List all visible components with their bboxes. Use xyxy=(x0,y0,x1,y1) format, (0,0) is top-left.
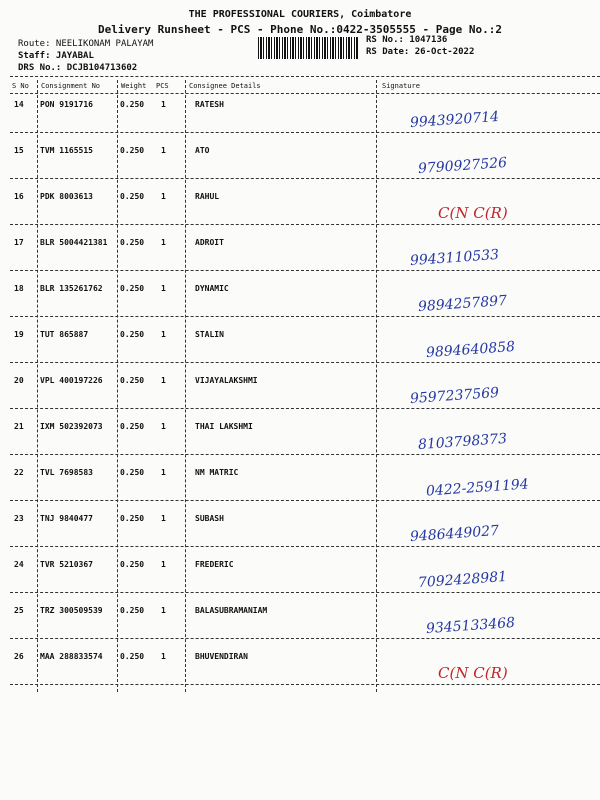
row-sno: 14 xyxy=(14,100,24,109)
row-consignment-no: TNJ 9840477 xyxy=(40,514,93,523)
row-divider xyxy=(10,638,600,639)
row-weight: 0.250 xyxy=(120,468,145,477)
row-divider xyxy=(10,362,600,363)
column-header-consignee: Consignee Details xyxy=(189,82,261,90)
row-consignee-name: ATO xyxy=(195,146,210,155)
row-consignee-name: FREDERIC xyxy=(195,560,234,569)
handwritten-signature: 9943110533 xyxy=(409,246,500,270)
handwritten-signature: 9894257897 xyxy=(417,292,508,316)
row-sno: 15 xyxy=(14,146,24,155)
row-consignment-no: PON 9191716 xyxy=(40,100,93,109)
row-weight: 0.250 xyxy=(120,330,145,339)
row-divider xyxy=(10,408,600,409)
table-top-rule xyxy=(10,76,600,77)
handwritten-signature: 0422-2591194 xyxy=(425,476,530,500)
row-consignee-name: VIJAYALAKSHMI xyxy=(195,376,258,385)
row-consignee-name: BALASUBRAMANIAM xyxy=(195,606,268,615)
row-consignee-name: THAI LAKSHMI xyxy=(195,422,253,431)
row-pcs: 1 xyxy=(161,422,166,431)
row-pcs: 1 xyxy=(161,652,166,661)
row-weight: 0.250 xyxy=(120,192,145,201)
row-sno: 23 xyxy=(14,514,24,523)
row-consignment-no: TVL 7698583 xyxy=(40,468,93,477)
column-header-weight: Weight xyxy=(121,82,147,90)
column-header-signature: Signature xyxy=(382,82,420,90)
handwritten-signature: 9943920714 xyxy=(409,108,500,132)
runsheet-title: THE PROFESSIONAL COURIERS, Coimbatore xyxy=(188,9,412,20)
row-weight: 0.250 xyxy=(120,606,145,615)
row-consignment-no: PDK 8003613 xyxy=(40,192,93,201)
row-sno: 16 xyxy=(14,192,24,201)
row-sno: 25 xyxy=(14,606,24,615)
row-divider xyxy=(10,592,600,593)
runsheet-subtitle: Delivery Runsheet - PCS - Phone No.:0422-3505555 - Page No.:2 xyxy=(98,23,502,36)
handwritten-signature: C(N C(R) xyxy=(438,664,508,682)
row-pcs: 1 xyxy=(161,330,166,339)
row-weight: 0.250 xyxy=(120,652,145,661)
row-consignment-no: TVR 5210367 xyxy=(40,560,93,569)
row-consignee-name: BHUVENDIRAN xyxy=(195,652,248,661)
row-pcs: 1 xyxy=(161,146,166,155)
row-consignee-name: STALIN xyxy=(195,330,224,339)
row-sno: 19 xyxy=(14,330,24,339)
row-divider xyxy=(10,546,600,547)
row-divider xyxy=(10,500,600,501)
row-sno: 17 xyxy=(14,238,24,247)
column-header-sno: S No xyxy=(12,82,29,90)
row-pcs: 1 xyxy=(161,100,166,109)
row-consignee-name: RAHUL xyxy=(195,192,220,201)
row-weight: 0.250 xyxy=(120,560,145,569)
row-consignment-no: TRZ 300509539 xyxy=(40,606,103,615)
handwritten-signature: 9597237569 xyxy=(409,384,500,408)
row-consignment-no: TVM 1165515 xyxy=(40,146,93,155)
handwritten-signature: 9894640858 xyxy=(425,338,516,362)
row-divider xyxy=(10,684,600,685)
row-consignment-no: BLR 135261762 xyxy=(40,284,103,293)
column-header-consignment: Consignment No xyxy=(41,82,101,90)
row-sno: 24 xyxy=(14,560,24,569)
row-weight: 0.250 xyxy=(120,514,145,523)
row-divider xyxy=(10,454,600,455)
column-divider xyxy=(37,80,38,692)
row-pcs: 1 xyxy=(161,468,166,477)
row-weight: 0.250 xyxy=(120,238,145,247)
column-header-pcs: PCS xyxy=(156,82,169,90)
row-consignment-no: MAA 288833574 xyxy=(40,652,103,661)
column-divider xyxy=(376,80,377,692)
drs-number: DRS No.: DCJB104713602 xyxy=(18,63,138,73)
row-consignment-no: TUT 865887 xyxy=(40,330,89,339)
row-weight: 0.250 xyxy=(120,284,145,293)
row-consignee-name: RATESH xyxy=(195,100,224,109)
row-pcs: 1 xyxy=(161,192,166,201)
row-consignment-no: BLR 5004421381 xyxy=(40,238,108,247)
staff-label: Staff: JAYABAL xyxy=(18,51,94,61)
barcode-image xyxy=(258,37,358,59)
column-divider xyxy=(117,80,118,692)
row-weight: 0.250 xyxy=(120,376,145,385)
handwritten-signature: 9790927526 xyxy=(417,154,508,178)
row-sno: 21 xyxy=(14,422,24,431)
row-pcs: 1 xyxy=(161,560,166,569)
row-pcs: 1 xyxy=(161,376,166,385)
row-pcs: 1 xyxy=(161,284,166,293)
row-consignment-no: VPL 400197226 xyxy=(40,376,103,385)
column-divider xyxy=(185,80,186,692)
rs-number: RS No.: 1047136 xyxy=(366,35,448,45)
row-sno: 26 xyxy=(14,652,24,661)
row-weight: 0.250 xyxy=(120,146,145,155)
row-consignee-name: NM MATRIC xyxy=(195,468,239,477)
handwritten-signature: 9486449027 xyxy=(409,522,500,546)
table-header-rule xyxy=(10,93,600,94)
row-pcs: 1 xyxy=(161,606,166,615)
rs-date: RS Date: 26-Oct-2022 xyxy=(366,47,475,57)
row-sno: 20 xyxy=(14,376,24,385)
row-divider xyxy=(10,132,600,133)
row-consignee-name: SUBASH xyxy=(195,514,224,523)
row-consignee-name: ADROIT xyxy=(195,238,224,247)
row-pcs: 1 xyxy=(161,238,166,247)
row-weight: 0.250 xyxy=(120,422,145,431)
row-pcs: 1 xyxy=(161,514,166,523)
handwritten-signature: C(N C(R) xyxy=(438,204,508,222)
handwritten-signature: 8103798373 xyxy=(417,430,508,454)
handwritten-signature: 9345133468 xyxy=(425,614,516,638)
row-divider xyxy=(10,178,600,179)
row-sno: 18 xyxy=(14,284,24,293)
row-divider xyxy=(10,316,600,317)
row-divider xyxy=(10,224,600,225)
row-sno: 22 xyxy=(14,468,24,477)
row-divider xyxy=(10,270,600,271)
row-consignment-no: IXM 502392073 xyxy=(40,422,103,431)
handwritten-signature: 7092428981 xyxy=(417,568,508,592)
row-weight: 0.250 xyxy=(120,100,145,109)
route-label: Route: NEELIKONAM PALAYAM xyxy=(18,39,154,49)
row-consignee-name: DYNAMIC xyxy=(195,284,229,293)
